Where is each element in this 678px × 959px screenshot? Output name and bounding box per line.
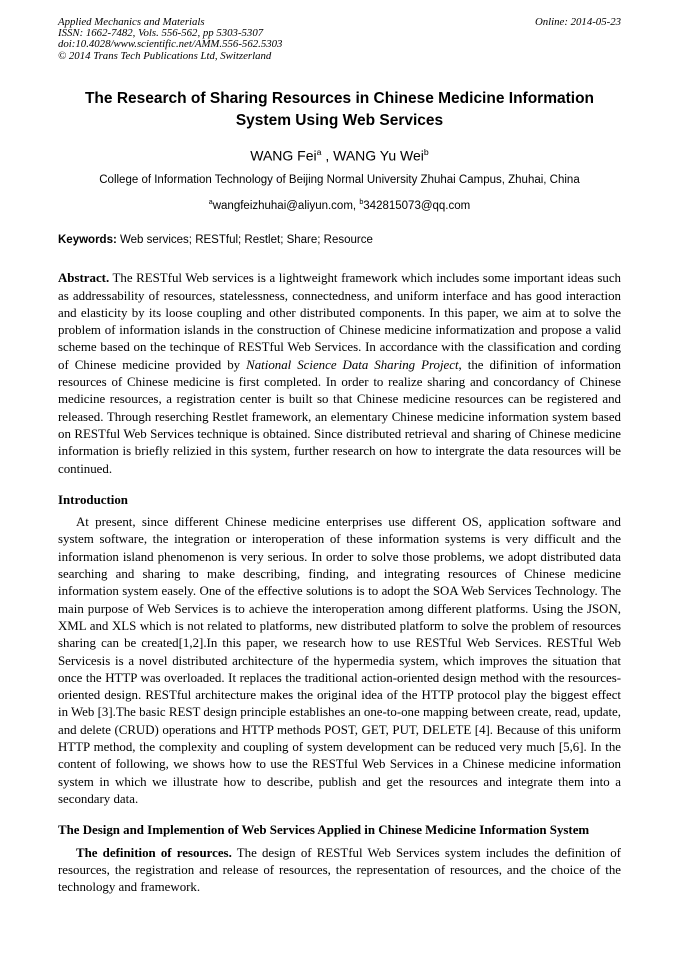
email-b: 342815073@qq.com [363, 200, 471, 213]
author-1: WANG Fei [250, 147, 317, 164]
email-b-mark: b [359, 198, 364, 207]
introduction-heading: Introduction [58, 492, 128, 507]
authors-line [58, 143, 621, 165]
design-section-heading: The Design and Implemention of Web Services Applied in Chinese Medicine Information System [58, 823, 590, 838]
emails-line [58, 195, 621, 213]
abstract-label: Abstract. [58, 271, 110, 286]
abstract-paragraph [58, 270, 621, 478]
abstract-italic-project-name: National Science Data Sharing Project [246, 357, 459, 372]
introduction-paragraph: At present, since different Chinese medicine enterprises use different OS, application software and system software, the integration or interoperation of these information systems is very difficult and the information island phenomenon is very serious. In order to solve those problems, we adopt distributed data searching and sharing to make describing, finding, and integrating resources of Chinese medicine information system easely. One of the effective solutions is to adopt the SOA Web Services Technology. The main purpose of Web Services is to achieve the interoperation among different platforms. Using the JSON, XML and XLS which is not related to platforms, new distributed platform to solve the problem of resources sharing can be created[1,2].In this paper, we research how to use RESTful Web Services. RESTful Web Servicesis is a novel distributed architecture of the hypermedia system, which improves the situation that once the HTTP was overloaded. It replaces the traditional action-oriented design method with the resources-oriented design. RESTful architecture makes the original idea of the HTTP protocol play the biggest effect in Web [3].The basic REST design principle establishes an one-to-one mapping between create, read, update, and delete (CRUD) operations and HTTP methods POST, GET, PUT, DELETE [4]. Because of this uniform HTTP method, the complexity and coupling of system development can be reduced very much [5,6]. In the content of following, we shows how to use the RESTful Web Services in a Chinese medicine information system in which we illustrate how to describe, publish and get the resources and integrate them into a secondary data. [58, 515, 621, 806]
journal-name: Applied Mechanics and Materials [58, 16, 205, 28]
author-2-affiliation-mark: b [423, 146, 429, 157]
keywords-text: Web services; RESTful; Restlet; Share; Resource [120, 234, 373, 247]
abstract-text-2: , the difinition of information resources of Chinese medicine is first completed. In order to realize sharing and concordancy of Chinese medicine resources, a registration center is built so that Chinese medicine resources can be registered and released. Through reserching Restlet framework, an elementary Chinese medicine information system based on RESTful Web Services technique is obtained. Since distributed retrieval and sharing of Chinese medicine information is briefly relizied in this system, further research on how to intergrate the data resources will be continued. [58, 357, 621, 476]
author-2: WANG Yu Wei [333, 147, 424, 164]
copyright-line: © 2014 Trans Tech Publications Ltd, Switzerland [58, 49, 272, 62]
definition-paragraph [58, 845, 621, 897]
paper-title: The Research of Sharing Resources in Chinese Medicine Information System Using Web Services [84, 89, 595, 129]
author-1-affiliation-mark: a [316, 146, 322, 157]
affiliation-line: College of Information Technology of Beijing Normal University Zhuhai Campus, Zhuhai, China [99, 174, 580, 187]
issn-line: ISSN: 1662-7482, Vols. 556-562, pp 5303-5307 [58, 27, 264, 40]
online-date: Online: 2014-05-23 [534, 16, 621, 28]
authors-separator: , [321, 147, 334, 164]
abstract-text-1: The RESTful Web services is a lightweight framework which includes some important ideas such as addressability of resources, statelessness, connectedness, and uniform interface and has good interaction and elasticity by its loose coupling and other distributed components. In this paper, we aim at to solve the problem of information islands in the construction of Chinese medicine informatization and propose a valid scheme based on the techinque of RESTful Web Services. In accordance with the classification and cording of Chinese medicine provided by [58, 271, 621, 372]
email-a: wangfeizhuhai@aliyun.com, [212, 200, 357, 213]
journal-header [58, 17, 621, 62]
definition-lead: The definition of resources. [76, 845, 232, 860]
email-a-mark: a [208, 198, 213, 207]
definition-text: The design of RESTful Web Services system includes the definition of resources, the registration and release of resources, the representation of resources, and the choice of the technology and framework. [58, 845, 621, 895]
journal-meta [58, 17, 282, 62]
keywords-line [58, 233, 621, 247]
keywords-label: Keywords: [58, 234, 117, 247]
doi-line: doi:10.4028/www.scientific.net/AMM.556-562.5303 [58, 38, 283, 51]
